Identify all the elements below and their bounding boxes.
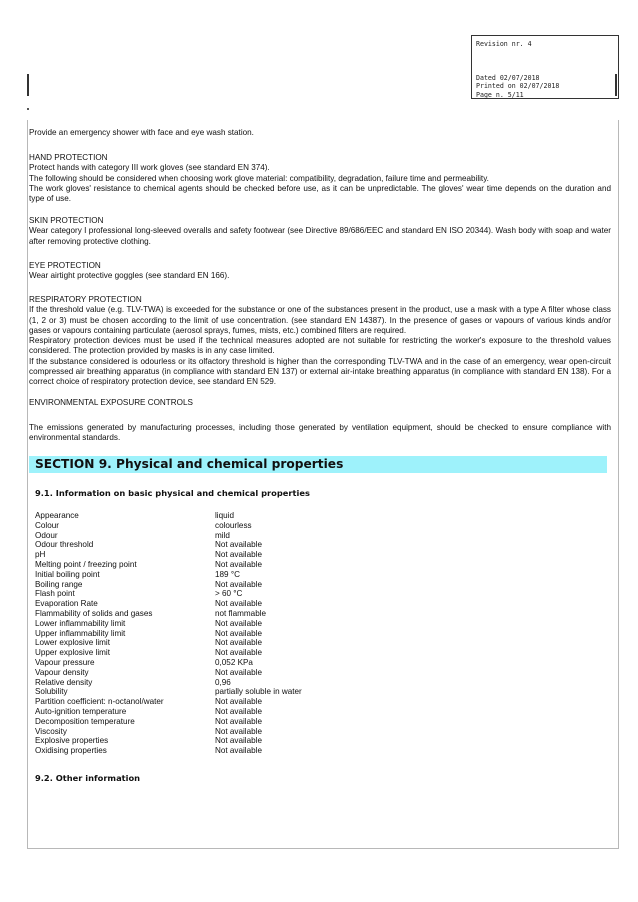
hand-protection-title: HAND PROTECTION xyxy=(29,153,108,162)
property-value: Not available xyxy=(215,540,262,550)
property-name: Partition coefficient: n-octanol/water xyxy=(35,697,164,707)
date-info xyxy=(476,74,559,99)
respiratory-paragraph-2: Respiratory protection devices must be used if the technical measures adopted are not suitable for restricting the worker's exposure to the threshold values considered. The protection provided by masks is in any case limited. xyxy=(29,336,611,356)
property-name: Lower explosive limit xyxy=(35,638,110,648)
subsection-9-1-title: 9.1. Information on basic physical and chemical properties xyxy=(35,488,310,498)
property-name: Decomposition temperature xyxy=(35,716,135,726)
environmental-text-block xyxy=(29,423,611,444)
environmental-title: ENVIRONMENTAL EXPOSURE CONTROLS xyxy=(29,398,193,407)
property-value: 0,96 xyxy=(215,677,231,687)
property-value: Not available xyxy=(215,579,262,589)
respiratory-paragraph-3: If the substance considered is odourless or its olfactory threshold is higher than the corresponding TLV-TWA and in the case of an emergency, wear open-circuit compressed air breathing apparatus (in compliance with standard EN 137) or external air-intake breathing apparatus (in compliance with standard EN 138). For a correct choice of respiratory protection device, see standard EN 529. xyxy=(29,356,611,387)
property-value: Not available xyxy=(215,667,262,677)
property-name: Solubility xyxy=(35,687,68,697)
document-header-box xyxy=(471,35,619,99)
property-value: Not available xyxy=(215,628,262,638)
property-value: Not available xyxy=(215,697,262,707)
property-value: 0,052 KPa xyxy=(215,657,253,667)
property-value: Not available xyxy=(215,716,262,726)
eye-protection-title: EYE PROTECTION xyxy=(29,261,101,270)
left-margin-bar xyxy=(27,74,29,96)
skin-protection-text: Wear category I professional long-sleeved overalls and safety footwear (see Directive 89/686/EEC and standard EN ISO 20344). Wash body with soap and water after removing protective clothing. xyxy=(29,226,611,246)
eye-protection-text: Wear airtight protective goggles (see standard EN 166). xyxy=(29,271,230,281)
property-name: Colour xyxy=(35,520,59,530)
section-9-banner xyxy=(29,456,607,473)
hand-protection-line1: Protect hands with category III work gloves (see standard EN 374). xyxy=(29,163,270,173)
property-name: Initial boiling point xyxy=(35,569,100,579)
property-name: Upper explosive limit xyxy=(35,648,110,658)
respiratory-protection-title: RESPIRATORY PROTECTION xyxy=(29,295,142,304)
property-name: Explosive properties xyxy=(35,736,109,746)
property-name: Vapour pressure xyxy=(35,657,95,667)
property-value: liquid xyxy=(215,511,234,520)
property-value: colourless xyxy=(215,520,252,530)
property-value: Not available xyxy=(215,638,262,648)
hand-protection-line2: The following should be considered when choosing work glove material: compatibility, degradation, failure time and permeability. xyxy=(29,173,489,183)
property-name: Odour threshold xyxy=(35,540,94,550)
property-value: Not available xyxy=(215,726,262,736)
intro-paragraph xyxy=(29,128,611,138)
property-name: Viscosity xyxy=(35,726,67,736)
property-name: Appearance xyxy=(35,511,79,520)
property-name: Upper inflammability limit xyxy=(35,628,126,638)
property-value: Not available xyxy=(215,736,262,746)
property-value: Not available xyxy=(215,648,262,658)
property-name: Oxidising properties xyxy=(35,746,107,756)
skin-protection-title: SKIN PROTECTION xyxy=(29,216,104,225)
property-value: Not available xyxy=(215,599,262,609)
property-name: Boiling range xyxy=(35,579,83,589)
hand-protection-section xyxy=(29,153,611,204)
subsection-9-2-title: 9.2. Other information xyxy=(35,773,141,783)
property-value: Not available xyxy=(215,746,262,756)
property-value: Not available xyxy=(215,706,262,716)
property-name: Melting point / freezing point xyxy=(35,559,137,569)
property-name: Lower inflammability limit xyxy=(35,618,126,628)
property-name: Auto-ignition temperature xyxy=(35,706,127,716)
property-value: > 60 °C xyxy=(215,589,243,599)
dated-text: Dated 02/07/2018 xyxy=(476,74,540,82)
property-value: not flammable xyxy=(215,608,267,618)
section-9-title: SECTION 9. Physical and chemical properties xyxy=(35,457,344,471)
environmental-title-block xyxy=(29,398,611,408)
hand-protection-line3: The work gloves' resistance to chemical agents should be checked before use, as it can be unpredictable. The gloves' wear time depends on the duration and type of use. xyxy=(29,183,611,204)
margin-mark xyxy=(27,108,29,110)
right-margin-bar xyxy=(615,74,617,96)
environmental-text: The emissions generated by manufacturing processes, including those generated by ventilation equipment, should be checked to ensure compliance with environmental standards. xyxy=(29,423,611,443)
page-number: Page n. 5/11 xyxy=(476,90,524,99)
property-value: partially soluble in water xyxy=(215,687,302,697)
respiratory-protection-section xyxy=(29,295,611,388)
property-name: Relative density xyxy=(35,677,93,687)
property-value: Not available xyxy=(215,618,262,628)
property-name: Vapour density xyxy=(35,667,89,677)
intro-text: Provide an emergency shower with face and eye wash station. xyxy=(29,128,254,137)
revision-number: Revision nr. 4 xyxy=(476,40,532,48)
respiratory-paragraph-1: If the threshold value (e.g. TLV-TWA) is exceeded for the substance or one of the substances present in the product, use a mask with a type A filter whose class (1, 2 or 3) must be chosen according to the limit of use concentration. (see standard EN 14387). In the presence of gases or vapours of various kinds and/or gases or vapours containing particulate (aerosol sprays, fumes, mists, etc.) combined filters are required. xyxy=(29,305,611,335)
property-name: Odour xyxy=(35,530,58,540)
eye-protection-section xyxy=(29,261,611,282)
property-name: pH xyxy=(35,550,46,560)
property-name: Flammability of solids and gases xyxy=(35,608,153,618)
property-value: 189 °C xyxy=(215,569,240,579)
printed-text: Printed on 02/07/2018 xyxy=(476,82,560,91)
property-value: Not available xyxy=(215,559,262,569)
property-value: Not available xyxy=(215,550,262,560)
property-value: mild xyxy=(215,530,230,540)
property-name: Flash point xyxy=(35,589,75,599)
skin-protection-section xyxy=(29,216,611,247)
property-name: Evaporation Rate xyxy=(35,599,98,609)
